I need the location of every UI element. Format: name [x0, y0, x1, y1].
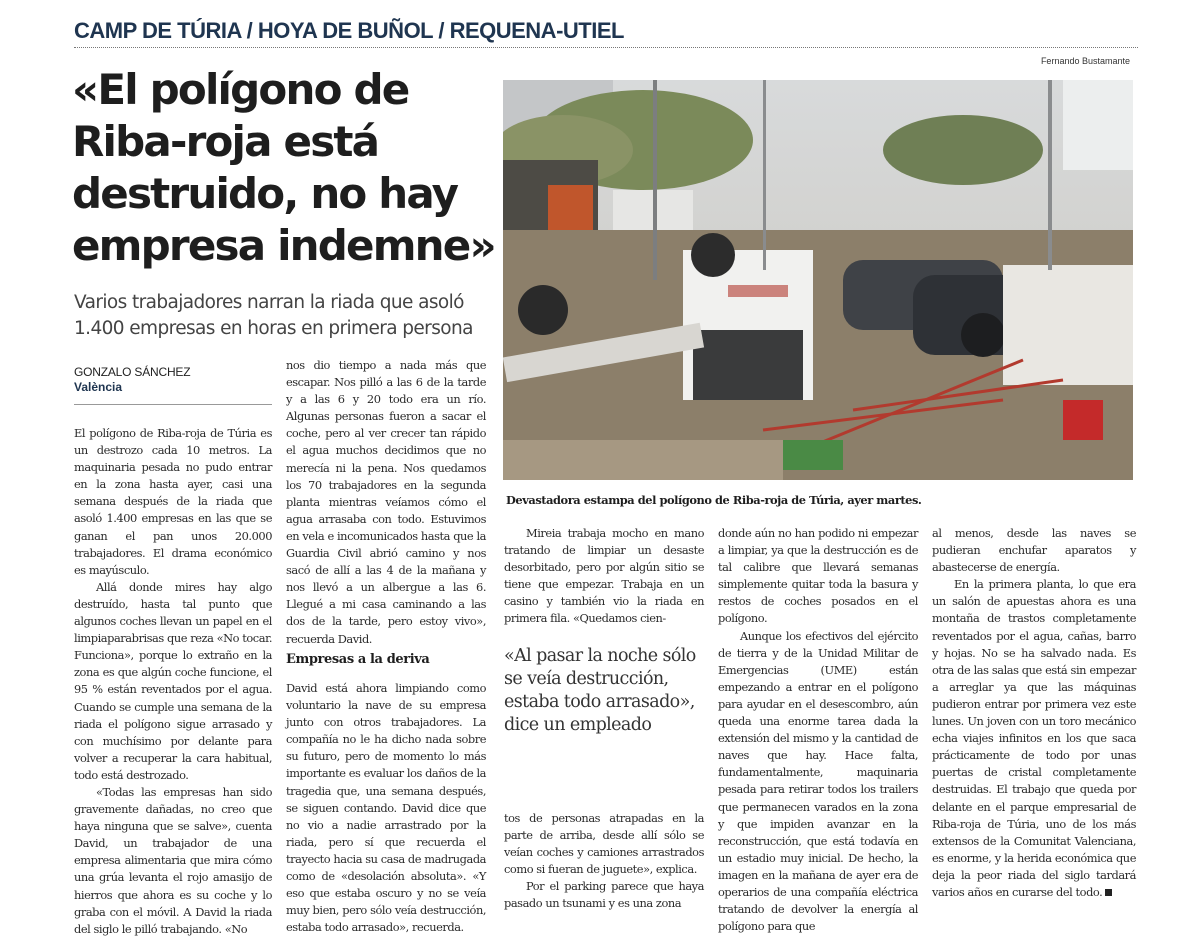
section-divider [74, 47, 1138, 48]
news-photo [503, 80, 1133, 480]
photo-caption: Devastadora estampa del polígono de Riba-roja de Túria, ayer martes. [506, 493, 922, 507]
article-column-3b [504, 810, 704, 913]
paragraph: donde aún no han podido ni empezar a limpiar, ya que la destrucción es de tal calibre que llevará semanas simplemente quitar toda la basura y restos de coches posados en el polígono. [718, 526, 918, 626]
section-header: CAMP DE TÚRIA / HOYA DE BUÑOL / REQUENA-UTIEL [74, 18, 624, 43]
article-column-2 [286, 357, 486, 648]
paragraph: Por el parking parece que haya pasado un tsunami y es una zona [504, 879, 704, 911]
subhead: Varios trabajadores narran la riada que asoló 1.400 empresas en horas en primera persona [74, 292, 473, 339]
paragraph: El polígono de Riba-roja de Túria es un destrozo cada 10 metros. La maquinaria pesada no pudo entrar en la zona hasta ayer, casi una semana después de la riada que asoló 1.400 empresas en las que se ganan el pan unos 20.000 trabajadores. El drama económico es mayúsculo. [74, 426, 272, 577]
section-subheading: Empresas a la deriva [286, 652, 430, 667]
paragraph: nos dio tiempo a nada más que escapar. Nos pilló a las 6 de la tarde y a las 6 y 20 todo era un río. Algunas personas fueron a sacar el coche, pero al ver crecer tan rápido el agua muchos decidimos que no merecía ni la pena. Nos quedamos los 70 trabajadores en la segunda planta mientras veíamos cómo el agua arrasaba con todo. Estuvimos en vela e incomunicados hasta que la Guardia Civil abrió camino y nos sacó de allí a las 4 de la mañana y nos llevó a un albergue a las 6. Llegué a mi casa caminando a las dos de la tarde, pero estoy vivo», recuerda David. [286, 358, 486, 646]
paragraph: Mireia trabaja mocho en mano tratando de limpiar un desaste desorbitado, pero por algún sitio se tiene que empezar. Trabaja en un casino y también vio la riada en primera fila. «Quedamos cien- [504, 526, 704, 626]
end-of-article-icon [1105, 889, 1112, 896]
paragraph: tos de personas atrapadas en la parte de arriba, desde allí sólo se veían coches y camiones arrastrados como si fueran de juguete», explica. [504, 811, 704, 877]
article-column-5 [932, 525, 1136, 901]
paragraph: «Todas las empresas han sido gravemente dañadas, no creo que haya ninguna que se salve», cuenta David, un trabajador de una empresa alimentaria que mira cómo una grúa levanta el rojo amasijo de hierros que ahora es su coche y lo graba con el móvil. A David la riada del siglo le pilló trabajando. «No [74, 784, 272, 936]
paragraph: Aunque los efectivos del ejército de tierra y de la Unidad Militar de Emergencias (UME) están empezando a entrar en el polígono para ayudar en el desescombro, aún queda una enorme tarea dada la extensión del mismo y la cantidad de naves que hay. Hace falta, fundamentalmente, maquinaria pesada para retirar todos los trailers que permanecen varados en la zona y que impiden avanzar en la reconstrucción, que está todavía en un estadio muy inicial. De hecho, la imagen en la mañana de ayer era de operarios de una compañía eléctrica tratando de devolver la energía al polígono para que [718, 628, 918, 934]
byline-place: València [74, 380, 123, 394]
paragraph: David está ahora limpiando como voluntario la nave de su empresa junto con otros trabajadores. La compañía no le ha dicho nada sobre su futuro, pero de momento lo más importante es evaluar los daños de la tragedia que, una semana después, se siguen contando. David dice que no vio a nadie arrastrado por la riada, pero sí que recuerda el trayecto hacia su casa de madrugada como de «desolación absoluta». «Y eso que estaba oscuro y no se veía muy bien, pero sólo veía destrucción, estaba todo arrasado», recuerda. [286, 681, 486, 935]
paragraph [932, 576, 1136, 901]
article-column-1 [74, 425, 272, 938]
flood-debris-photo-icon [503, 80, 1133, 480]
byline [74, 365, 190, 395]
article-column-4 [718, 525, 918, 935]
pull-quote: «Al pasar la noche sólo se veía destrucción, estaba todo arrasado», dice un empleado [504, 646, 696, 735]
photo-credit: Fernando Bustamante [1040, 56, 1130, 66]
byline-author: GONZALO SÁNCHEZ [74, 365, 191, 379]
byline-divider [74, 404, 272, 405]
article-column-3 [504, 525, 704, 628]
paragraph: al menos, desde las naves se pudieran enchufar aparatos y abastecerse de energía. [932, 526, 1136, 575]
headline: «El polígono de Riba-roja está destruido, no hay empresa indemne» [72, 65, 495, 270]
paragraph-text: En la primera planta, lo que era un salón de apuestas ahora es una montaña de trastos completamente reventados por el agua, cañas, barro y hojas. No se ha salvado nada. Es otra de las salas que está sin empezar a arreglar ya que las máquinas pudieron entrar por primera vez este lunes. Un joven con un toro mecánico echa viajes infinitos en los que saca prácticamente de todo por unas puertas de cristal completamente destruidas. El trabajo que queda por delante en el parque empresarial de Riba-roja de Túria, uno de los más extensos de la Comunitat Valenciana, es enorme, y la herida económica que deja la peor riada del siglo tardará varios años en curarse del todo. [932, 577, 1136, 899]
article-column-2b [286, 680, 486, 936]
paragraph: Allá donde mires hay algo destruído, hasta tal punto que algunos coches llevan un papel en el limpiaparabrisas que reza «No tocar. Funciona», porque lo extraño en la zona es que algún coche funcione, el 95 % están reventados por el agua. Cuando se cumple una semana de la riada el polígono sigue arrasado y con muchísimo por delante para volver a recuperar la cara habitual, todo está destrozado. [74, 579, 272, 782]
